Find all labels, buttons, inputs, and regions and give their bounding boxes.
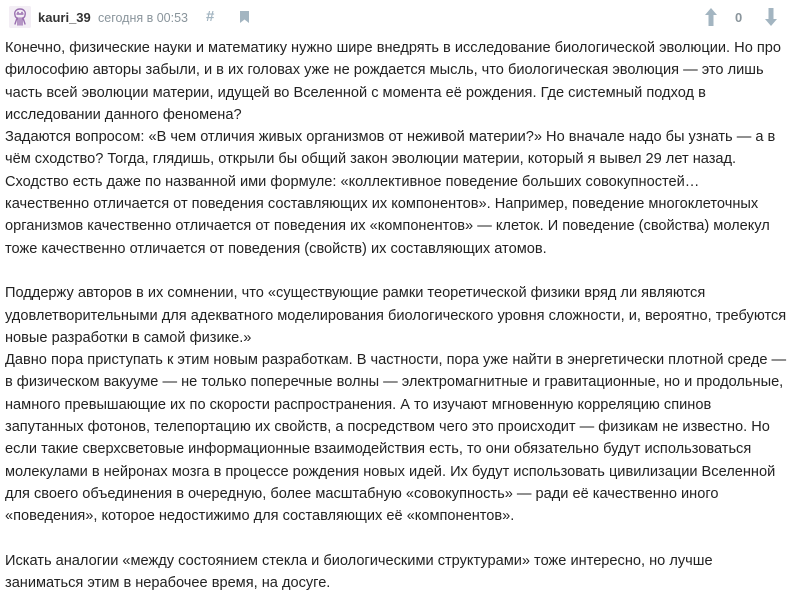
paragraph-spacer bbox=[5, 260, 787, 282]
comment-paragraph: Поддержу авторов в их сомнении, что «существующие рамки теоретической физики вряд ли являются удовлетворительными для адекватного моделирования биологического уровня сложности, и, вероятно, требуются новые разработки в самой физике.» bbox=[5, 285, 787, 346]
comment-body bbox=[5, 37, 787, 594]
comment-paragraph: Конечно, физические науки и математику нужно шире внедрять в исследование биологической эволюции. Но про философию авторы забыли, и в их головах уже не рождается мысль, что биологическая эволюция — это лишь часть всей эволюции материи, идущей во Вселенной с момента её рождения. Где системный подход в исследовании данного феномена? bbox=[5, 40, 781, 123]
avatar[interactable] bbox=[9, 6, 31, 28]
comment-timestamp[interactable]: сегодня в 00:53 bbox=[98, 11, 188, 25]
comment-header bbox=[0, 0, 793, 36]
hash-icon[interactable]: # bbox=[206, 8, 215, 25]
comment-paragraph: Искать аналогии «между состоянием стекла и биологическими структурами» тоже интересно, но лучше заниматься этим в нерабочее время, на досуге. bbox=[5, 552, 713, 592]
comment-score: 0 bbox=[735, 10, 743, 25]
comment-paragraph: Задаются вопросом: «В чем отличия живых организмов от неживой материи?» Но вначале надо бы узнать — а в чём сходство? Тогда, глядишь, открыли бы общий закон эволюции материи, который я вывел 29 лет назад. Сходство есть даже по названной ими формуле: «коллективное поведение больших совокупностей… качественно отличается от поведения составляющих их компонентов». Например, поведение многоклеточных организмов качественно отличается от поведения их «компонентов» — клеток. И поведение (свойства) молекул тоже качественно отличается от поведения (свойств) их составляющих атомов. bbox=[5, 129, 776, 257]
arrow-down-icon[interactable] bbox=[764, 7, 778, 32]
arrow-up-icon[interactable] bbox=[704, 7, 718, 32]
bookmark-icon[interactable] bbox=[240, 10, 249, 28]
comment-paragraph: Давно пора приступать к этим новым разработкам. В частности, пора уже найти в энергетически плотной среде — в физическом вакууме — не только поперечные волны — электромагнитные и гравитационные, но и продольные, намного превышающие их по скорости распространения. А то изучают мгновенную корреляцию спинов запутанных фотонов, телепортацию их свойств, а посредством чего это происходит — физикам не известно. Но если такие сверхсветовые информационные взаимодействия есть, то они обязательно будут использоваться молекулами в нейронах мозга в процессе рождения новых идей. Их будут использовать цивилизации Вселенной для своего объединения в очередную, более масштабную «совокупность» — ради её качественно иного «поведения», которое недостижимо для составляющих её «компонентов». bbox=[5, 352, 787, 525]
avatar-image bbox=[9, 6, 31, 28]
username-link[interactable]: kauri_39 bbox=[38, 10, 91, 25]
paragraph-spacer bbox=[5, 528, 787, 550]
